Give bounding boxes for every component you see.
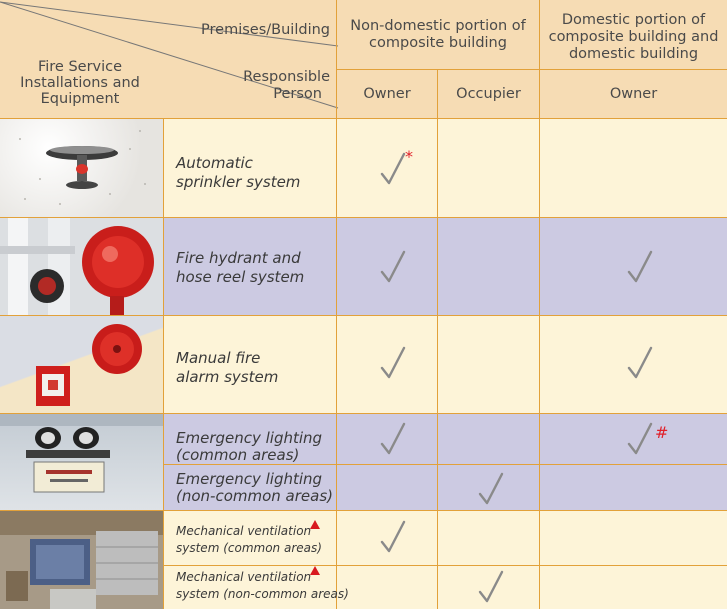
check-icon (478, 570, 504, 604)
header-owner-domestic: Owner (609, 86, 658, 102)
divider-horizontal (164, 565, 727, 566)
header-responsible-line-2: Person (273, 86, 322, 102)
header-domestic-line-2: composite building and (548, 29, 719, 45)
check-icon (380, 520, 406, 554)
hash-mark: # (655, 423, 669, 442)
divider-horizontal (0, 510, 727, 511)
divider-vertical (437, 70, 438, 609)
ventilation-common-label-line-2: system (common areas) (176, 541, 322, 555)
emergency-light-icon (0, 414, 163, 510)
header-occupier: Occupier (456, 86, 521, 102)
emergency-common-label-line-1: Emergency lighting (176, 429, 323, 447)
divider-horizontal (164, 464, 727, 465)
warning-triangle-icon (310, 520, 320, 529)
ventilation-photo (0, 511, 163, 609)
header-installations-line-3: Equipment (40, 91, 120, 107)
emergency-common-label-line-2: (common areas) (176, 446, 300, 464)
divider-horizontal (0, 315, 727, 316)
divider-horizontal (336, 69, 727, 70)
alarm-photo (0, 316, 163, 413)
divider-vertical (539, 0, 540, 609)
header-non-domestic-line-1: Non-domestic portion of (350, 18, 526, 34)
emergency-light-photo (0, 414, 163, 510)
check-icon (627, 422, 653, 456)
sprinkler-label-line-1: Automatic (176, 154, 253, 172)
header-non-domestic-line-2: composite building (369, 35, 507, 51)
ventilation-non-common-label-line-1: Mechanical ventilation (176, 570, 312, 584)
check-icon (627, 346, 653, 380)
check-icon (478, 472, 504, 506)
header-premises-building: Premises/Building (201, 22, 330, 38)
header-responsible-line-1: Responsible (243, 69, 330, 85)
hydrant-photo (0, 218, 163, 315)
fire-alarm-icon (0, 316, 163, 413)
ventilation-non-common-label-line-2: system (non-common areas) (176, 587, 349, 601)
alarm-label-line-1: Manual fire (176, 349, 261, 367)
header-domestic-line-1: Domestic portion of (561, 12, 706, 28)
header-domestic-line-3: domestic building (568, 46, 699, 62)
ventilation-common-label-line-1: Mechanical ventilation (176, 524, 312, 538)
check-icon (380, 250, 406, 284)
divider-horizontal (0, 413, 727, 414)
hose-reel-icon (0, 218, 163, 315)
check-icon (380, 346, 406, 380)
hydrant-label-line-2: hose reel system (176, 268, 305, 286)
warning-triangle-icon (310, 566, 320, 575)
ventilation-icon (0, 511, 163, 609)
hydrant-label-line-1: Fire hydrant and (176, 249, 301, 267)
check-icon (627, 250, 653, 284)
header-installations-line-2: Installations and (20, 75, 140, 91)
check-icon (380, 422, 406, 456)
divider-horizontal (0, 118, 727, 119)
divider-vertical (336, 0, 337, 609)
emergency-non-common-label-line-1: Emergency lighting (176, 470, 323, 488)
divider-vertical (163, 119, 164, 609)
check-icon (380, 152, 406, 186)
divider-horizontal (0, 217, 727, 218)
sprinkler-label-line-2: sprinkler system (176, 173, 301, 191)
asterisk-mark: * (405, 147, 413, 166)
sprinkler-icon (0, 119, 163, 217)
alarm-label-line-2: alarm system (176, 368, 279, 386)
sprinkler-photo (0, 119, 163, 217)
header-owner-non-domestic: Owner (363, 86, 411, 102)
emergency-non-common-label-line-2: (non-common areas) (176, 487, 334, 505)
header-installations-line-1: Fire Service (37, 59, 123, 75)
